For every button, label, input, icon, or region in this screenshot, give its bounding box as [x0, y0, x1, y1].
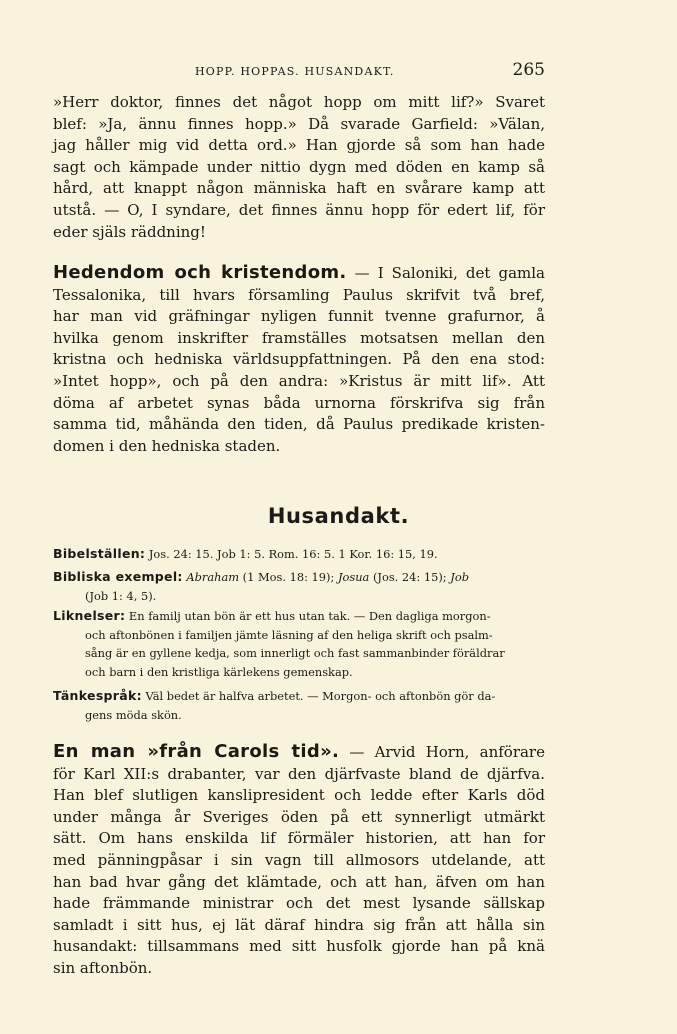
- paragraph-arvid-horn: [53, 741, 545, 980]
- text-line: samma tid, måhända den tiden, då Paulus predikade kristen-: [53, 415, 545, 434]
- text-line: utstå. — O, I syndare, det finnes ännu hopp för edert lif, för: [53, 200, 545, 219]
- name-josua: Josua: [337, 570, 370, 584]
- paragraph-hedendom: [53, 262, 545, 457]
- entry-label: Bibelställen:: [53, 546, 146, 561]
- name-abraham: Abraham: [186, 570, 240, 584]
- entry-line: [53, 568, 545, 587]
- text-line: sätt. Om hans enskilda lif förmäler historien, att han for: [53, 829, 545, 848]
- entry-line: [53, 607, 545, 626]
- text-line: »Herr doktor, finnes det något hopp om mitt lif?» Svaret: [53, 93, 545, 111]
- entry-text: (1 Mos. 18: 19);: [239, 570, 338, 584]
- bibliska-exempel-entry: [53, 568, 545, 605]
- entry-line: och barn i den kristliga kärlekens gemenskap.: [85, 664, 353, 679]
- text-line: döma af arbetet synas båda urnorna förskrifva sig från: [53, 393, 545, 412]
- entry-line: och aftonbönen i familjen jämte läsning af den heliga skrift och psalm-: [85, 627, 493, 642]
- name-job: Job: [450, 570, 469, 584]
- text-line: domen i den hedniska staden.: [53, 436, 281, 455]
- text-run: — I Saloniki, det gamla: [346, 264, 545, 282]
- text-line: [53, 741, 545, 764]
- text-line: sin aftonbön.: [53, 958, 153, 977]
- entry-text: Väl bedet är halfva arbetet. — Morgon- och aftonbön gör da-: [141, 689, 496, 703]
- text-line: samladt i sitt hus, ej lät däraf hindra sig från att hålla sin: [53, 915, 545, 934]
- section-title: Husandakt.: [267, 504, 410, 528]
- text-line: hvilka genom inskrifter framställes motsatsen mellan den: [53, 328, 545, 347]
- text-line: eder själs räddning!: [53, 222, 206, 241]
- bibelstallen-entry: [53, 545, 545, 564]
- text-line: för Karl XII:s drabanter, var den djärfvaste bland de djärfva.: [53, 764, 545, 783]
- entry-label: Tänkespråk:: [53, 688, 142, 703]
- text-run: — Arvid Horn, anförare: [339, 743, 545, 761]
- text-line: Han blef slutligen kanslipresident och ledde efter Karls död: [53, 786, 545, 805]
- entry-line: sång är en gyllene kedja, som innerligt och fast sammanbinder föräldrar: [85, 646, 505, 661]
- page-number: 265: [512, 60, 545, 80]
- entry-line: [53, 687, 545, 706]
- page-header: [0, 60, 545, 84]
- text-line: hade främmande ministrar och det mest lysande sällskap: [53, 894, 545, 913]
- text-line: med pänningpåsar i sin vagn till allmosors utdelande, att: [53, 850, 545, 869]
- text-line: kristna och hedniska världsuppfattningen. På den ena stod:: [53, 350, 545, 369]
- text-line: husandakt: tillsammans med sitt husfolk gjorde han på knä: [53, 937, 545, 956]
- text-line: under många år Sveriges öden på ett synnerligt utmärkt: [53, 807, 545, 826]
- section-heading-hedendom: Hedendom och kristendom.: [53, 262, 347, 283]
- text-line: »Intet hopp», och på den andra: »Kristus är mitt lif». Att: [53, 371, 545, 390]
- section-heading-carols-tid: En man »från Carols tid».: [53, 741, 340, 762]
- text-line: Tessalonika, till hvars församling Paulus skrifvit två bref,: [53, 285, 545, 304]
- running-head: HOPP. HOPPAS. HUSANDAKT.: [195, 65, 395, 78]
- tankesprak-entry: [53, 687, 545, 724]
- text-line: hård, att knappt någon människa haft en svårare kamp att: [53, 179, 545, 198]
- text-line: han bad hvar gång det klämtade, och att han, äfven om han: [53, 872, 545, 891]
- text-line: sagt och kämpade under nittio dygn med döden en kamp så: [53, 157, 545, 176]
- text-line: har man vid gräfningar nyligen funnit tvenne grafurnor, å: [53, 307, 545, 326]
- text-line: blef: »Ja, ännu finnes hopp.» Då svarade Garfield: »Välan,: [53, 114, 545, 133]
- paragraph-garfield: [53, 92, 545, 243]
- entry-text: (Jos. 24: 15);: [369, 570, 451, 584]
- liknelser-entry: [53, 607, 545, 681]
- text-line: [53, 262, 545, 285]
- entry-text: En familj utan bön är ett hus utan tak. — Den dagliga morgon-: [125, 609, 491, 623]
- text-line: jag håller mig vid detta ord.» Han gjorde så som han hade: [53, 136, 545, 155]
- entry-line: gens möda skön.: [85, 707, 182, 722]
- entry-text: Jos. 24: 15. Job 1: 5. Rom. 16: 5. 1 Kor. 16: 15, 19.: [145, 547, 438, 561]
- entry-line: (Job 1: 4, 5).: [85, 588, 157, 603]
- entry-label: Bibliska exempel:: [53, 569, 183, 584]
- entry-label: Liknelser:: [53, 608, 126, 623]
